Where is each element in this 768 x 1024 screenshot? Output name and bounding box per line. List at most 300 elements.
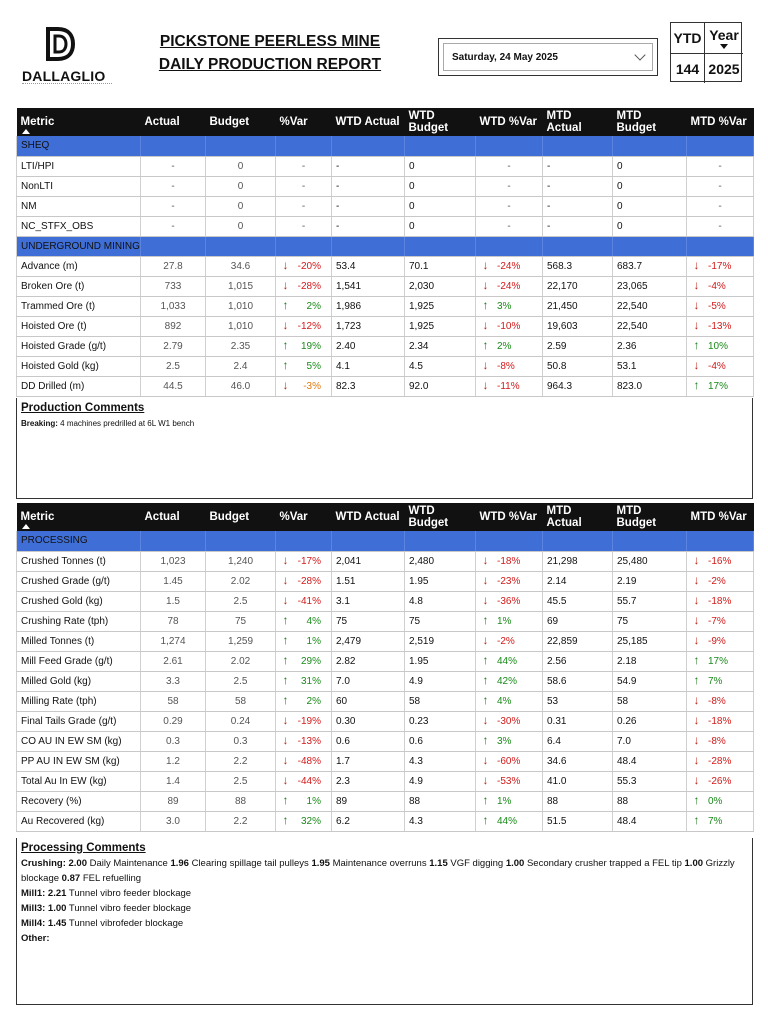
mtd-var-cell <box>687 376 754 396</box>
var-cell <box>276 276 332 296</box>
column-header-actual[interactable]: Actual <box>141 108 206 136</box>
table-row <box>17 691 754 711</box>
wtd-budget-cell: 4.5 <box>405 356 476 376</box>
section-cell <box>276 531 332 551</box>
column-header-wtd-budget[interactable]: WTD Budget <box>405 108 476 136</box>
var-cell <box>276 791 332 811</box>
mtd-actual-cell: 964.3 <box>543 376 613 396</box>
mtd-actual-cell: - <box>543 156 613 176</box>
var-cell <box>276 571 332 591</box>
crushing-hours: 1.00 <box>505 858 525 869</box>
wtd-var-value: 1% <box>497 616 512 627</box>
column-header-mtd-actual[interactable]: MTD Actual <box>543 503 613 531</box>
var-cell <box>276 811 332 831</box>
wtd-actual-cell: - <box>332 176 405 196</box>
wtd-budget-cell: 4.9 <box>405 771 476 791</box>
mtd-var-cell <box>687 651 754 671</box>
metric-cell: NonLTI <box>17 176 141 196</box>
table-row <box>17 551 754 571</box>
column-header-metric[interactable]: Metric <box>17 503 141 531</box>
arrow-down-icon: ↓ <box>282 553 289 567</box>
arrow-down-icon: ↓ <box>282 573 289 587</box>
wtd-var-cell <box>476 771 543 791</box>
arrow-up-icon: ↑ <box>282 653 289 667</box>
mill4-label: Mill4: <box>21 918 46 929</box>
metric-cell: Milling Rate (tph) <box>17 691 141 711</box>
mtd-actual-cell: 53 <box>543 691 613 711</box>
wtd-var-cell <box>476 296 543 316</box>
ytd-value: 144 <box>671 54 705 83</box>
budget-cell: 2.35 <box>206 336 276 356</box>
column-header-budget[interactable]: Budget <box>206 108 276 136</box>
section-cell <box>687 136 754 156</box>
mtd-var-value: -16% <box>708 556 732 567</box>
wtd-budget-cell: 1,925 <box>405 316 476 336</box>
var-value: 5% <box>306 361 321 372</box>
section-cell <box>543 236 613 256</box>
table-row <box>17 791 754 811</box>
mtd-actual-cell: 0.31 <box>543 711 613 731</box>
section-cell <box>543 136 613 156</box>
var-cell <box>276 611 332 631</box>
budget-cell: 75 <box>206 611 276 631</box>
mtd-budget-cell: 0 <box>613 216 687 236</box>
sort-descending-icon[interactable] <box>720 44 728 49</box>
actual-cell: 1,023 <box>141 551 206 571</box>
date-slicer[interactable] <box>438 38 658 76</box>
var-value: -28% <box>297 281 321 292</box>
wtd-var-value: 44% <box>497 816 518 827</box>
column-header-mtd-var[interactable]: MTD %Var <box>687 108 754 136</box>
processing-comments-box <box>16 838 753 1005</box>
wtd-budget-cell: 75 <box>405 611 476 631</box>
wtd-var-cell: - <box>476 216 543 236</box>
company-logo <box>18 24 110 88</box>
metric-cell: Hoisted Grade (g/t) <box>17 336 141 356</box>
section-cell <box>405 136 476 156</box>
wtd-budget-cell: 2,480 <box>405 551 476 571</box>
wtd-var-value: -10% <box>497 321 521 332</box>
metric-cell: Crushed Grade (g/t) <box>17 571 141 591</box>
mtd-var-cell <box>687 591 754 611</box>
mtd-budget-cell: 22,540 <box>613 296 687 316</box>
wtd-var-cell <box>476 376 543 396</box>
section-cell <box>206 531 276 551</box>
mtd-var-value: -4% <box>708 281 726 292</box>
crushing-hours: 1.95 <box>311 858 330 869</box>
table-row <box>17 216 754 236</box>
metric-cell: Crushing Rate (tph) <box>17 611 141 631</box>
var-cell: - <box>276 156 332 176</box>
arrow-down-icon: ↓ <box>282 713 289 727</box>
column-header-mtd-var[interactable]: MTD %Var <box>687 503 754 531</box>
column-header-mtd-actual[interactable]: MTD Actual <box>543 108 613 136</box>
column-header-mtd-budget[interactable]: MTD Budget <box>613 108 687 136</box>
mtd-actual-cell: 2.56 <box>543 651 613 671</box>
mtd-budget-cell: 0 <box>613 156 687 176</box>
arrow-down-icon: ↓ <box>693 713 700 727</box>
mtd-actual-cell: 22,859 <box>543 631 613 651</box>
actual-cell: 1.2 <box>141 751 206 771</box>
wtd-budget-cell: 88 <box>405 791 476 811</box>
arrow-up-icon: ↑ <box>693 813 700 827</box>
mtd-var-cell <box>687 751 754 771</box>
wtd-var-cell <box>476 711 543 731</box>
wtd-var-cell <box>476 731 543 751</box>
arrow-down-icon: ↓ <box>482 753 489 767</box>
arrow-up-icon: ↑ <box>482 338 489 352</box>
arrow-down-icon: ↓ <box>693 593 700 607</box>
var-value: 32% <box>300 816 321 827</box>
budget-cell: 2.2 <box>206 751 276 771</box>
actual-cell: 89 <box>141 791 206 811</box>
var-value: -20% <box>297 261 321 272</box>
mtd-actual-cell: 41.0 <box>543 771 613 791</box>
var-value: -48% <box>297 756 321 767</box>
actual-cell: 1,033 <box>141 296 206 316</box>
wtd-actual-cell: 1.7 <box>332 751 405 771</box>
mtd-var-cell: - <box>687 156 754 176</box>
section-cell <box>613 531 687 551</box>
arrow-up-icon: ↑ <box>482 793 489 807</box>
table-row <box>17 811 754 831</box>
section-header-row <box>17 136 754 156</box>
table-row <box>17 771 754 791</box>
wtd-budget-cell: 1,925 <box>405 296 476 316</box>
mtd-budget-cell: 88 <box>613 791 687 811</box>
budget-cell: 1,259 <box>206 631 276 651</box>
actual-cell: 1.45 <box>141 571 206 591</box>
mtd-var-value: -18% <box>708 596 732 607</box>
wtd-actual-cell: 2,041 <box>332 551 405 571</box>
column-header-mtd-budget[interactable]: MTD Budget <box>613 503 687 531</box>
arrow-down-icon: ↓ <box>282 378 289 392</box>
section-cell <box>332 531 405 551</box>
date-dropdown[interactable] <box>443 43 653 71</box>
budget-cell: 1,240 <box>206 551 276 571</box>
metric-cell: Recovery (%) <box>17 791 141 811</box>
var-cell <box>276 771 332 791</box>
column-header--var[interactable]: %Var <box>276 503 332 531</box>
crushing-hours: 1.00 <box>684 858 704 869</box>
column-header-wtd-budget[interactable]: WTD Budget <box>405 503 476 531</box>
mill1-label: Mill1: <box>21 888 46 899</box>
arrow-down-icon: ↓ <box>693 733 700 747</box>
var-cell <box>276 651 332 671</box>
mtd-var-cell <box>687 571 754 591</box>
mtd-budget-cell: 48.4 <box>613 811 687 831</box>
mtd-var-cell <box>687 671 754 691</box>
mtd-budget-cell: 25,185 <box>613 631 687 651</box>
var-cell <box>276 316 332 336</box>
arrow-down-icon: ↓ <box>482 378 489 392</box>
wtd-actual-cell: 0.30 <box>332 711 405 731</box>
metric-cell: Crushed Tonnes (t) <box>17 551 141 571</box>
mtd-budget-cell: 54.9 <box>613 671 687 691</box>
mtd-actual-cell: 568.3 <box>543 256 613 276</box>
budget-cell: 1,010 <box>206 316 276 336</box>
mtd-var-cell: - <box>687 196 754 216</box>
wtd-actual-cell: 60 <box>332 691 405 711</box>
actual-cell: 2.79 <box>141 336 206 356</box>
wtd-budget-cell: 2,519 <box>405 631 476 651</box>
mill4-hours: 1.45 <box>47 918 67 929</box>
arrow-down-icon: ↓ <box>282 773 289 787</box>
wtd-var-value: 3% <box>497 301 512 312</box>
wtd-var-cell <box>476 631 543 651</box>
wtd-actual-cell: 2,479 <box>332 631 405 651</box>
wtd-var-value: -53% <box>497 776 521 787</box>
table-row <box>17 196 754 216</box>
wtd-var-value: -24% <box>497 261 521 272</box>
mtd-actual-cell: 6.4 <box>543 731 613 751</box>
arrow-up-icon: ↑ <box>482 653 489 667</box>
wtd-budget-cell: 0.23 <box>405 711 476 731</box>
mtd-actual-cell: 34.6 <box>543 751 613 771</box>
mtd-actual-cell: 50.8 <box>543 356 613 376</box>
wtd-var-cell <box>476 276 543 296</box>
wtd-actual-cell: 1,723 <box>332 316 405 336</box>
actual-cell: 58 <box>141 691 206 711</box>
table-row <box>17 591 754 611</box>
other-label: Other: <box>21 933 50 944</box>
section-header-row <box>17 236 754 256</box>
budget-cell: 58 <box>206 691 276 711</box>
arrow-down-icon: ↓ <box>282 593 289 607</box>
crushing-reason: VGF digging <box>450 858 504 869</box>
production-comment-line <box>21 418 748 430</box>
wtd-var-cell <box>476 571 543 591</box>
section-cell <box>543 531 613 551</box>
arrow-up-icon: ↑ <box>282 298 289 312</box>
crushing-label: Crushing: <box>21 858 66 869</box>
section-cell <box>206 136 276 156</box>
wtd-var-value: -11% <box>497 381 520 392</box>
var-cell: - <box>276 196 332 216</box>
var-value: -41% <box>297 596 321 607</box>
column-header--var[interactable]: %Var <box>276 108 332 136</box>
arrow-down-icon: ↓ <box>693 633 700 647</box>
chevron-down-icon[interactable] <box>634 49 645 60</box>
section-cell <box>332 236 405 256</box>
mill3-label: Mill3: <box>21 903 46 914</box>
arrow-down-icon: ↓ <box>693 298 700 312</box>
production-comments-heading: Production Comments <box>21 402 145 414</box>
wtd-actual-cell: - <box>332 196 405 216</box>
column-header-wtd-actual[interactable]: WTD Actual <box>332 503 405 531</box>
wtd-var-value: -8% <box>497 361 515 372</box>
mtd-budget-cell: 823.0 <box>613 376 687 396</box>
budget-cell: 2.5 <box>206 591 276 611</box>
mtd-var-value: -28% <box>708 756 732 767</box>
mtd-budget-cell: 2.19 <box>613 571 687 591</box>
sort-ascending-icon[interactable] <box>22 524 30 529</box>
wtd-var-cell: - <box>476 176 543 196</box>
wtd-actual-cell: 4.1 <box>332 356 405 376</box>
mtd-var-value: -13% <box>708 321 732 332</box>
section-cell <box>276 236 332 256</box>
arrow-down-icon: ↓ <box>482 593 489 607</box>
metric-cell: Final Tails Grade (g/t) <box>17 711 141 731</box>
arrow-down-icon: ↓ <box>693 318 700 332</box>
crushing-reason: FEL refuelling <box>82 873 142 884</box>
section-cell <box>613 236 687 256</box>
mtd-var-cell <box>687 771 754 791</box>
arrow-down-icon: ↓ <box>693 753 700 767</box>
mtd-budget-cell: 0.26 <box>613 711 687 731</box>
var-cell <box>276 751 332 771</box>
ytd-header: YTD <box>671 23 705 54</box>
table-row <box>17 751 754 771</box>
crushing-reason: Clearing spillage tail pulleys <box>191 858 309 869</box>
metric-cell: PP AU IN EW SM (kg) <box>17 751 141 771</box>
arrow-down-icon: ↓ <box>482 278 489 292</box>
wtd-actual-cell: 1,541 <box>332 276 405 296</box>
arrow-down-icon: ↓ <box>282 733 289 747</box>
wtd-var-value: -2% <box>497 636 515 647</box>
mtd-actual-cell: 45.5 <box>543 591 613 611</box>
column-header-metric[interactable]: Metric <box>17 108 141 136</box>
section-cell <box>206 236 276 256</box>
crushing-hours: 1.15 <box>429 858 448 869</box>
arrow-down-icon: ↓ <box>693 278 700 292</box>
mtd-var-value: 17% <box>708 381 729 392</box>
mtd-budget-cell: 2.36 <box>613 336 687 356</box>
wtd-var-value: 3% <box>497 736 512 747</box>
sort-ascending-icon[interactable] <box>22 129 30 134</box>
mtd-var-cell <box>687 276 754 296</box>
column-header-wtd-actual[interactable]: WTD Actual <box>332 108 405 136</box>
wtd-budget-cell: 4.3 <box>405 751 476 771</box>
column-header-budget[interactable]: Budget <box>206 503 276 531</box>
var-value: 4% <box>306 616 321 627</box>
mtd-budget-cell: 48.4 <box>613 751 687 771</box>
table-row <box>17 671 754 691</box>
section-header-row <box>17 531 754 551</box>
actual-cell: - <box>141 176 206 196</box>
wtd-budget-cell: 2,030 <box>405 276 476 296</box>
mtd-budget-cell: 2.18 <box>613 651 687 671</box>
var-cell <box>276 711 332 731</box>
wtd-budget-cell: 4.3 <box>405 811 476 831</box>
wtd-var-value: 4% <box>497 696 512 707</box>
mtd-budget-cell: 7.0 <box>613 731 687 751</box>
mtd-actual-cell: 58.6 <box>543 671 613 691</box>
crushing-hours: 2.00 <box>68 858 87 869</box>
wtd-budget-cell: 4.8 <box>405 591 476 611</box>
budget-cell: 2.4 <box>206 356 276 376</box>
arrow-down-icon: ↓ <box>482 633 489 647</box>
wtd-budget-cell: 70.1 <box>405 256 476 276</box>
actual-cell: 1.5 <box>141 591 206 611</box>
mtd-actual-cell: 2.59 <box>543 336 613 356</box>
mtd-actual-cell: 69 <box>543 611 613 631</box>
arrow-up-icon: ↑ <box>482 733 489 747</box>
var-cell <box>276 336 332 356</box>
wtd-var-value: -30% <box>497 716 521 727</box>
wtd-var-value: -24% <box>497 281 521 292</box>
section-cell <box>141 136 206 156</box>
actual-cell: 1,274 <box>141 631 206 651</box>
mtd-actual-cell: - <box>543 196 613 216</box>
mtd-var-value: -8% <box>708 696 726 707</box>
column-header-wtd-var[interactable]: WTD %Var <box>476 108 543 136</box>
column-header-actual[interactable]: Actual <box>141 503 206 531</box>
arrow-down-icon: ↓ <box>482 258 489 272</box>
wtd-budget-cell: 0 <box>405 156 476 176</box>
wtd-budget-cell: 1.95 <box>405 571 476 591</box>
budget-cell: 88 <box>206 791 276 811</box>
mtd-var-cell <box>687 711 754 731</box>
arrow-down-icon: ↓ <box>482 358 489 372</box>
budget-cell: 2.02 <box>206 651 276 671</box>
wtd-var-value: -60% <box>497 756 521 767</box>
actual-cell: 2.5 <box>141 356 206 376</box>
actual-cell: 78 <box>141 611 206 631</box>
wtd-actual-cell: 6.2 <box>332 811 405 831</box>
report-title-line2: DAILY PRODUCTION REPORT <box>158 56 382 73</box>
wtd-actual-cell: 1.51 <box>332 571 405 591</box>
mill3-text: Tunnel vibro feeder blockage <box>68 903 192 914</box>
metric-cell: Hoisted Ore (t) <box>17 316 141 336</box>
var-cell <box>276 731 332 751</box>
mtd-var-cell <box>687 631 754 651</box>
mtd-budget-cell: 53.1 <box>613 356 687 376</box>
table-row <box>17 316 754 336</box>
var-value: -12% <box>297 321 321 332</box>
wtd-actual-cell: 53.4 <box>332 256 405 276</box>
table-row <box>17 571 754 591</box>
mill4-text: Tunnel vibrofeder blockage <box>68 918 184 929</box>
budget-cell: 1,010 <box>206 296 276 316</box>
budget-cell: 0 <box>206 176 276 196</box>
year-header[interactable] <box>705 23 743 54</box>
wtd-var-cell <box>476 791 543 811</box>
section-cell <box>476 531 543 551</box>
table-row <box>17 651 754 671</box>
budget-cell: 2.02 <box>206 571 276 591</box>
mtd-budget-cell: 25,480 <box>613 551 687 571</box>
mtd-var-cell <box>687 611 754 631</box>
arrow-down-icon: ↓ <box>693 358 700 372</box>
budget-cell: 0 <box>206 196 276 216</box>
wtd-actual-cell: 2.40 <box>332 336 405 356</box>
table-row <box>17 611 754 631</box>
wtd-var-cell <box>476 356 543 376</box>
wtd-budget-cell: 58 <box>405 691 476 711</box>
comment-label: Breaking: <box>21 419 58 428</box>
arrow-down-icon: ↓ <box>482 553 489 567</box>
var-cell <box>276 551 332 571</box>
budget-cell: 46.0 <box>206 376 276 396</box>
mtd-var-value: 7% <box>708 676 723 687</box>
actual-cell: 733 <box>141 276 206 296</box>
actual-cell: - <box>141 216 206 236</box>
arrow-up-icon: ↑ <box>282 338 289 352</box>
arrow-down-icon: ↓ <box>693 258 700 272</box>
crushing-reason: Daily Maintenance <box>89 858 168 869</box>
var-cell <box>276 691 332 711</box>
wtd-actual-cell: 82.3 <box>332 376 405 396</box>
arrow-down-icon: ↓ <box>282 753 289 767</box>
column-header-wtd-var[interactable]: WTD %Var <box>476 503 543 531</box>
budget-cell: 0 <box>206 156 276 176</box>
var-value: -17% <box>297 556 321 567</box>
mtd-budget-cell: 55.7 <box>613 591 687 611</box>
wtd-var-cell: - <box>476 156 543 176</box>
var-cell: - <box>276 176 332 196</box>
budget-cell: 1,015 <box>206 276 276 296</box>
